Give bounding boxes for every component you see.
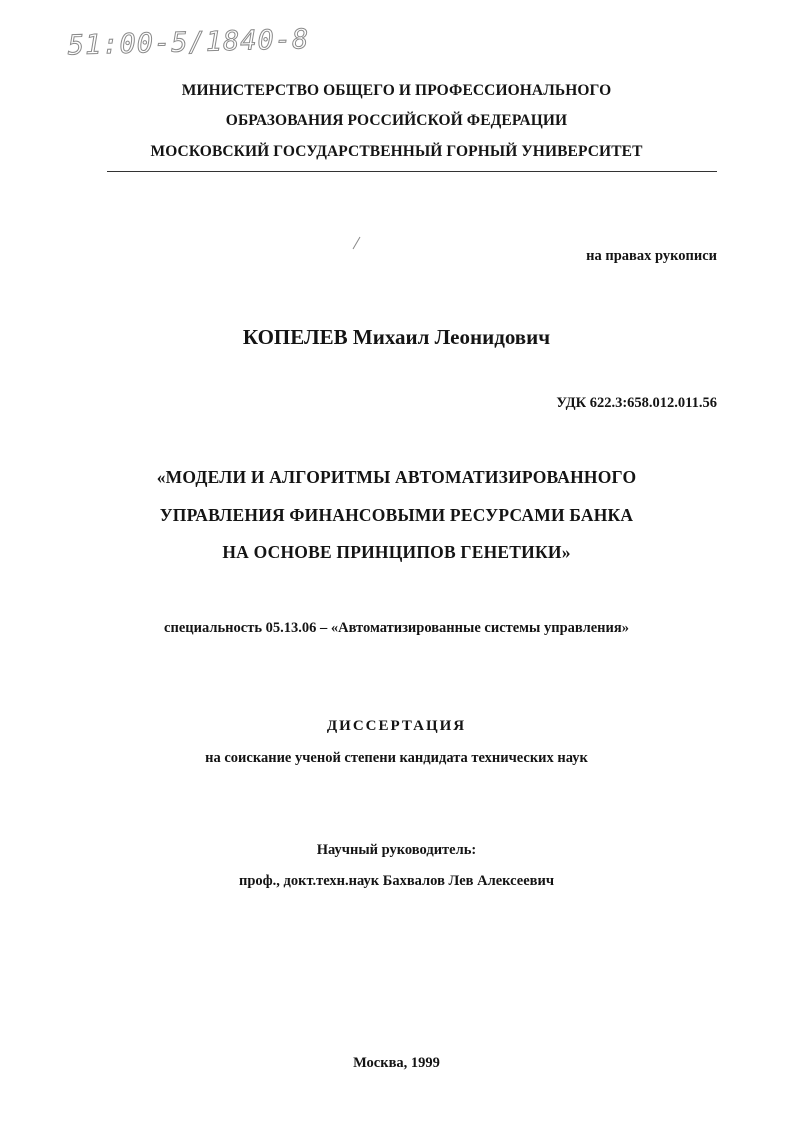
work-type: ДИССЕРТАЦИЯ	[326, 718, 467, 734]
title-line-3: НА ОСНОВЕ ПРИНЦИПОВ ГЕНЕТИКИ»	[222, 542, 571, 562]
title-line-2: УПРАВЛЕНИЯ ФИНАНСОВЫМИ РЕСУРСАМИ БАНКА	[159, 505, 634, 525]
author-name: КОПЕЛЕВ Михаил Леонидович	[242, 325, 551, 349]
archive-stamp-text: 51:00-5/1840-8	[67, 24, 310, 62]
manuscript-note: на правах рукописи	[586, 248, 717, 264]
archive-stamp	[67, 22, 398, 79]
supervisor-label: Научный руководитель:	[316, 842, 477, 858]
ministry-line-1: МИНИСТЕРСТВО ОБЩЕГО И ПРОФЕССИОНАЛЬНОГО	[181, 82, 612, 99]
city-year: Москва, 1999	[353, 1055, 440, 1071]
scan-mark	[353, 237, 361, 250]
university-line: МОСКОВСКИЙ ГОСУДАРСТВЕННЫЙ ГОРНЫЙ УНИВЕРСИТЕТ	[150, 143, 643, 160]
degree-statement: на соискание ученой степени кандидата технических наук	[205, 750, 588, 766]
header-divider	[107, 171, 717, 172]
udk-code: УДК 622.3:658.012.011.56	[556, 395, 717, 411]
supervisor-name: проф., докт.техн.наук Бахвалов Лев Алексеевич	[238, 873, 555, 889]
title-line-1: «МОДЕЛИ И АЛГОРИТМЫ АВТОМАТИЗИРОВАННОГО	[156, 467, 637, 487]
ministry-line-2: ОБРАЗОВАНИЯ РОССИЙСКОЙ ФЕДЕРАЦИИ	[225, 112, 568, 129]
specialty: специальность 05.13.06 – «Автоматизированные системы управления»	[164, 620, 629, 636]
